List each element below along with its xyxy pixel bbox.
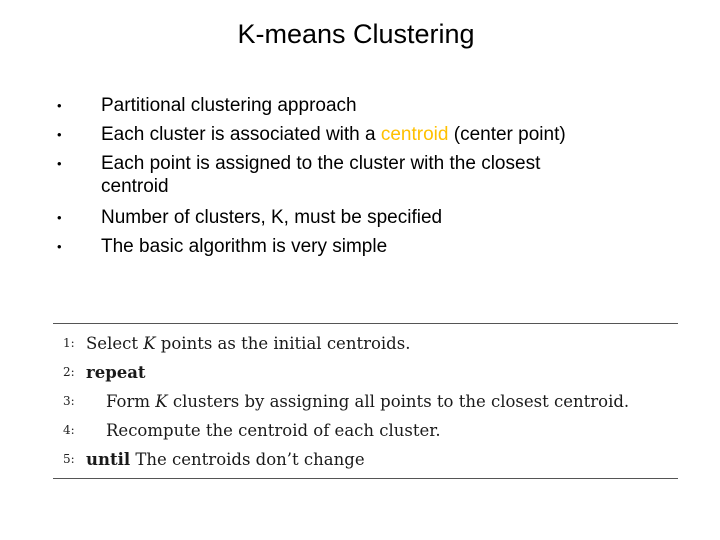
bullet-icon: • (57, 98, 62, 113)
algorithm-line (53, 416, 678, 445)
algorithm-line (53, 329, 678, 358)
step-text-before: Select (86, 334, 144, 353)
bullet-text: Each point is assigned to the cluster with the closest (101, 153, 541, 174)
slide-title: K-means Clustering (237, 19, 475, 49)
algorithm-box (53, 323, 678, 479)
bullet-text: Number of clusters, K, must be specified (101, 207, 443, 228)
bullet-text: The basic algorithm is very simple (101, 236, 388, 257)
bullet-item (0, 149, 661, 200)
keyword-until: until (86, 450, 131, 469)
algorithm-line (53, 358, 678, 387)
algorithm-step-text: Recompute the centroid of each cluster. (106, 421, 441, 440)
bullet-item (0, 91, 661, 120)
bullet-icon: • (57, 127, 62, 142)
line-number: 2: (63, 365, 75, 379)
bullet-icon: • (57, 210, 62, 225)
algorithm-line (53, 445, 678, 474)
step-text-after: points as the initial centroids. (155, 334, 411, 353)
algorithm-line (53, 387, 678, 416)
step-text-before: Form (106, 392, 156, 411)
centroid-highlight: centroid (380, 124, 449, 145)
bullet-item (0, 203, 661, 232)
step-text-after: The centroids don’t change (130, 450, 365, 469)
math-variable: K (143, 334, 156, 353)
algorithm-step-text (106, 387, 629, 416)
bullet-list (0, 91, 720, 261)
bullet-icon: • (57, 156, 62, 171)
bullet-icon: • (57, 239, 62, 254)
algorithm-step-text (86, 329, 410, 358)
bullet-text (101, 120, 661, 149)
bullet-text-continuation: centroid (101, 176, 169, 197)
line-number: 3: (63, 394, 75, 408)
line-number: 1: (63, 336, 75, 350)
line-number: 4: (63, 423, 75, 437)
bullet-item (0, 120, 661, 149)
algorithm-step-text (86, 445, 365, 474)
math-variable: K (155, 392, 168, 411)
bullet-text-after: (center point) (448, 124, 566, 145)
step-text-after: clusters by assigning all points to the closest centroid. (167, 392, 630, 411)
keyword-repeat: repeat (86, 363, 146, 382)
bullet-text-before: Each cluster is associated with a (101, 124, 381, 145)
line-number: 5: (63, 452, 75, 466)
bullet-text: Partitional clustering approach (101, 95, 357, 116)
bullet-item (0, 232, 661, 261)
